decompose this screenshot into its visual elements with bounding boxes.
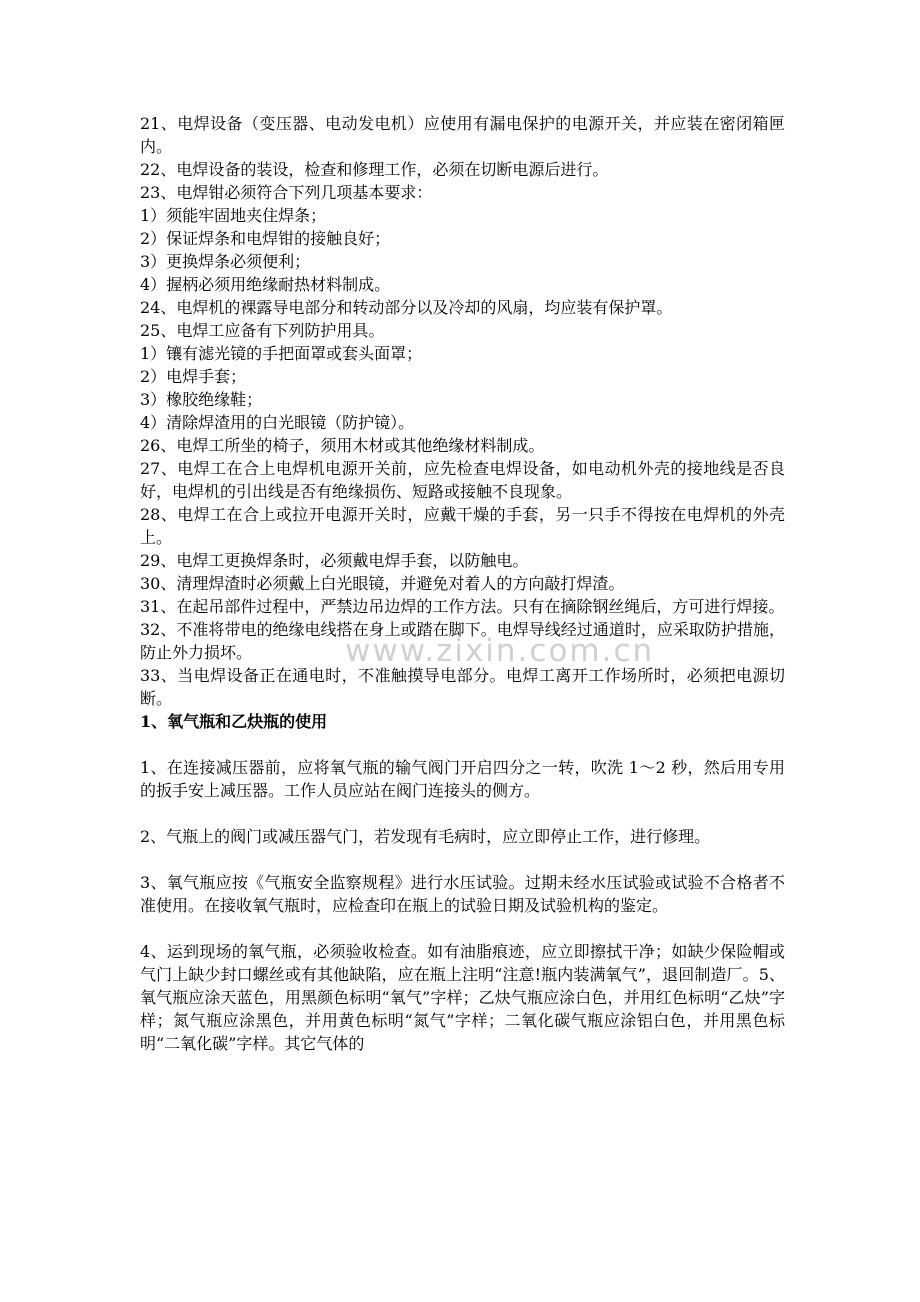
rule-25-item-1: 1）镶有滤光镜的手把面罩或套头面罩； <box>140 344 423 363</box>
rule-25-item-2: 2）电焊手套； <box>140 367 247 386</box>
watermark: www.zixin.com.cn <box>345 633 655 669</box>
rule-31: 31、在起吊部件过程中，严禁边吊边焊的工作方法。只有在摘除钢丝绳后，方可进行焊接。 <box>140 597 785 616</box>
rule-32: 32、不准将带电的绝缘电线搭在身上或踏在脚下。电焊导线经过通道时，应采取防护措施，防止外力损坏。 <box>140 620 785 662</box>
rule-33: 33、当电焊设备正在通电时，不准触摸导电部分。电焊工离开工作场所时，必须把电源切断。 <box>140 666 785 708</box>
rule-26: 26、电焊工所坐的椅子，须用木材或其他绝缘材料制成。 <box>140 436 545 455</box>
rule-23-item-4: 4）握柄必须用绝缘耐热材料制成。 <box>140 275 391 294</box>
paragraph-3: 3、氧气瓶应按《气瓶安全监察规程》进行水压试验。过期未经水压试验或试验不合格者不准使用。在接收氧气瓶时，应检查印在瓶上的试验日期及试验机构的鉴定。 <box>140 873 785 915</box>
rule-29: 29、电焊工更换焊条时，必须戴电焊手套，以防触电。 <box>140 551 529 570</box>
rule-23-item-2: 2）保证焊条和电焊钳的接触良好； <box>140 229 391 248</box>
rule-21: 21、电焊设备（变压器、电动发电机）应使用有漏电保护的电源开关，并应装在密闭箱匣内。 <box>140 114 785 156</box>
section-heading: 1、氧气瓶和乙炔瓶的使用 <box>140 712 328 731</box>
rule-24: 24、电焊机的裸露导电部分和转动部分以及冷却的风扇，均应装有保护罩。 <box>140 298 673 317</box>
document-body <box>140 112 785 1055</box>
rule-23: 23、电焊钳必须符合下列几项基本要求： <box>140 183 433 202</box>
rule-25: 25、电焊工应备有下列防护用具。 <box>140 321 385 340</box>
paragraph-2: 2、气瓶上的阀门或减压器气门，若发现有毛病时，应立即停止工作，进行修理。 <box>140 827 711 846</box>
rule-27: 27、电焊工在合上电焊机电源开关前，应先检查电焊设备，如电动机外壳的接地线是否良好，电焊机的引出线是否有绝缘损伤、短路或接触不良现象。 <box>140 459 785 501</box>
rule-23-item-3: 3）更换焊条必须便利； <box>140 252 311 271</box>
paragraph-1: 1、在连接减压器前，应将氧气瓶的输气阀门开启四分之一转，吹洗 1～2 秒，然后用专用的扳手安上减压器。工作人员应站在阀门连接头的侧方。 <box>140 758 785 800</box>
rule-23-item-1: 1）须能牢固地夹住焊条； <box>140 206 327 225</box>
rule-22: 22、电焊设备的装设，检查和修理工作，必须在切断电源后进行。 <box>140 160 609 179</box>
rule-30: 30、清理焊渣时必须戴上白光眼镜，并避免对着人的方向敲打焊渣。 <box>140 574 625 593</box>
rule-28: 28、电焊工在合上或拉开电源开关时，应戴干燥的手套，另一只手不得按在电焊机的外壳上。 <box>140 505 785 547</box>
rule-25-item-4: 4）清除焊渣用的白光眼镜（防护镜）。 <box>140 413 415 432</box>
rule-25-item-3: 3）橡胶绝缘鞋； <box>140 390 263 409</box>
paragraph-4: 4、运到现场的氧气瓶，必须验收检查。如有油脂痕迹，应立即擦拭干净；如缺少保险帽或气门上缺少封口螺丝或有其他缺陷，应在瓶上注明“注意!瓶内装满氧气”，退回制造厂。5、氧气瓶应涂天蓝色，用黑颜色标明“氧气”字样；乙炔气瓶应涂白色，并用红色标明“乙炔”字样；氮气瓶应涂黑色，并用黄色标明“氮气”字样；二氧化碳气瓶应涂铝白色，并用黑色标明“二氧化碳”字样。其它气体的 <box>140 942 785 1053</box>
